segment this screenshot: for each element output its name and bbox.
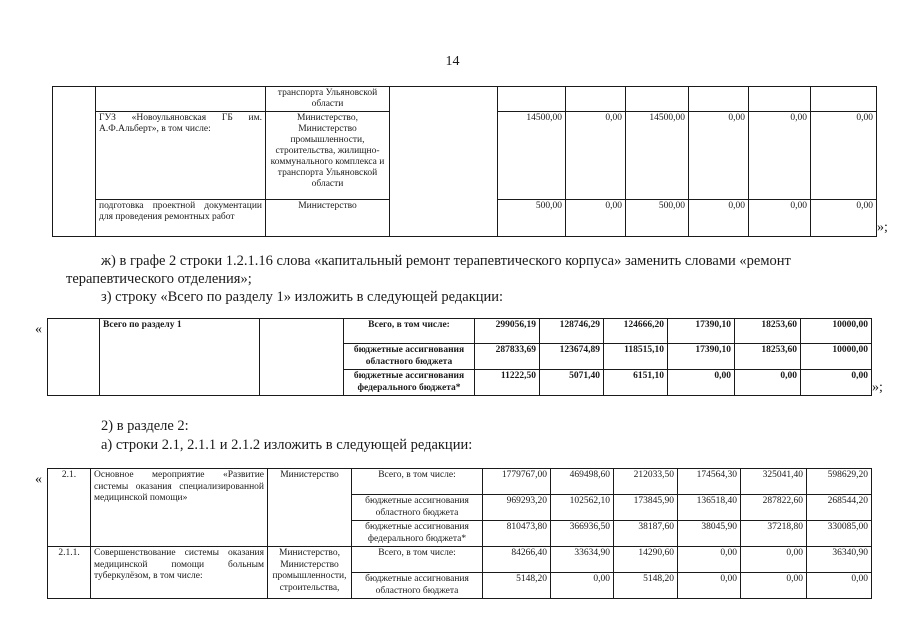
amendment-a: а) строки 2.1, 2.1.1 и 2.1.2 изложить в следующей редакции: [101,437,473,453]
value-cell: 18253,60 [735,344,801,370]
closing-quote: »; [872,380,883,395]
executor-cell: Министерство, Министерство промышленности, строительства, жилищно-коммунального комплекса и транспорта Ульяновской области [266,112,390,200]
value-cell: 0,00 [811,200,877,237]
value-cell: 0,00 [741,547,807,573]
source-cell: бюджетные ассигнования федерального бюджета* [344,370,475,396]
value-cell: 38045,90 [678,521,741,547]
executor-cell: Министерство, Министерство промышленности, строительства, [268,547,352,599]
opening-quote: « [35,472,42,487]
amendment-z: з) строку «Всего по разделу 1» изложить в следующей редакции: [101,289,504,305]
amendment-zh-line2: терапевтического отделения»; [66,271,252,287]
value-cell: 0,00 [551,573,614,599]
value-cell: 14500,00 [498,112,566,200]
executor-cell: транспорта Ульяновской области [266,87,390,112]
value-cell: 128746,29 [540,319,604,344]
value-cell: 17390,10 [668,344,735,370]
value-cell [749,87,811,112]
row-number-cell [48,319,100,396]
value-cell: 14500,00 [626,112,689,200]
value-cell [626,87,689,112]
value-cell [498,87,566,112]
source-cell: Всего, в том числе: [352,469,483,495]
value-cell: 6151,10 [604,370,668,396]
value-cell: 11222,50 [475,370,540,396]
value-cell: 969293,20 [483,495,551,521]
closing-quote: »; [877,220,888,235]
value-cell: 287833,69 [475,344,540,370]
table-section-1-tail [52,86,877,237]
value-cell: 469498,60 [551,469,614,495]
value-cell: 287822,60 [741,495,807,521]
value-cell: 0,00 [689,112,749,200]
item-name-cell: подготовка проектной документации для проведения ремонтных работ [96,200,266,237]
source-cell: бюджетные ассигнования областного бюджета [344,344,475,370]
value-cell: 0,00 [566,112,626,200]
value-cell: 5071,40 [540,370,604,396]
executor-cell [260,319,344,396]
value-cell: 5148,20 [483,573,551,599]
page-number: 14 [445,54,460,69]
opening-quote: « [35,322,42,337]
value-cell [566,87,626,112]
value-cell: 102562,10 [551,495,614,521]
value-cell: 325041,40 [741,469,807,495]
value-cell: 0,00 [749,200,811,237]
source-cell: бюджетные ассигнования федерального бюджета* [352,521,483,547]
value-cell: 5148,20 [614,573,678,599]
value-cell: 0,00 [741,573,807,599]
source-cell: Всего, в том числе: [352,547,483,573]
value-cell: 123674,89 [540,344,604,370]
value-cell: 124666,20 [604,319,668,344]
value-cell [811,87,877,112]
table-row [48,547,872,573]
source-cell: бюджетные ассигнования областного бюджета [352,573,483,599]
item-name-cell: Всего по разделу 1 [100,319,260,396]
item-name-cell: ГУЗ «Новоульяновская ГБ им. А.Ф.Альберт», в том числе: [96,112,266,200]
value-cell: 38187,60 [614,521,678,547]
value-cell: 1779767,00 [483,469,551,495]
table-row [48,469,872,495]
value-cell: 268544,20 [807,495,872,521]
value-cell: 36340,90 [807,547,872,573]
value-cell: 212033,50 [614,469,678,495]
value-cell: 33634,90 [551,547,614,573]
executor-cell: Министерство [268,469,352,547]
item-name-cell [96,87,266,112]
value-cell: 0,00 [668,370,735,396]
value-cell: 598629,20 [807,469,872,495]
value-cell: 0,00 [678,547,741,573]
value-cell: 0,00 [811,112,877,200]
value-cell: 299056,19 [475,319,540,344]
row-number-cell: 2.1. [48,469,91,547]
value-cell: 366936,50 [551,521,614,547]
value-cell: 330085,00 [807,521,872,547]
value-cell: 14290,60 [614,547,678,573]
row-number-cell: 2.1.1. [48,547,91,599]
value-cell: 10000,00 [801,319,872,344]
value-cell: 0,00 [749,112,811,200]
value-cell: 500,00 [498,200,566,237]
amendment-zh-line1: ж) в графе 2 строки 1.2.1.16 слова «капитальный ремонт терапевтического корпуса» заменить словами «ремонт [101,253,791,269]
item-name-cell: Совершенствование системы оказания медицинской помощи больным туберкулёзом, в том числе: [91,547,268,599]
value-cell: 173845,90 [614,495,678,521]
value-cell: 500,00 [626,200,689,237]
value-cell: 37218,80 [741,521,807,547]
value-cell: 118515,10 [604,344,668,370]
value-cell: 17390,10 [668,319,735,344]
value-cell: 18253,60 [735,319,801,344]
executor-cell: Министерство [266,200,390,237]
value-cell: 0,00 [689,200,749,237]
table-total-section-1 [47,318,872,396]
table-section-2 [47,468,872,599]
value-cell: 0,00 [807,573,872,599]
source-cell: Всего, в том числе: [344,319,475,344]
table-row [53,87,877,112]
value-cell: 0,00 [678,573,741,599]
value-cell: 810473,80 [483,521,551,547]
value-cell: 0,00 [801,370,872,396]
section-2-heading: 2) в разделе 2: [101,418,189,434]
value-cell: 136518,40 [678,495,741,521]
value-cell: 174564,30 [678,469,741,495]
source-cell: бюджетные ассигнования областного бюджета [352,495,483,521]
value-cell: 10000,00 [801,344,872,370]
item-name-cell: Основное мероприятие «Развитие системы оказания специализированной медицинской помощи» [91,469,268,547]
value-cell [689,87,749,112]
table-row [48,319,872,344]
value-cell: 84266,40 [483,547,551,573]
source-cell [390,87,498,237]
row-number-cell [53,87,96,237]
value-cell: 0,00 [735,370,801,396]
value-cell: 0,00 [566,200,626,237]
